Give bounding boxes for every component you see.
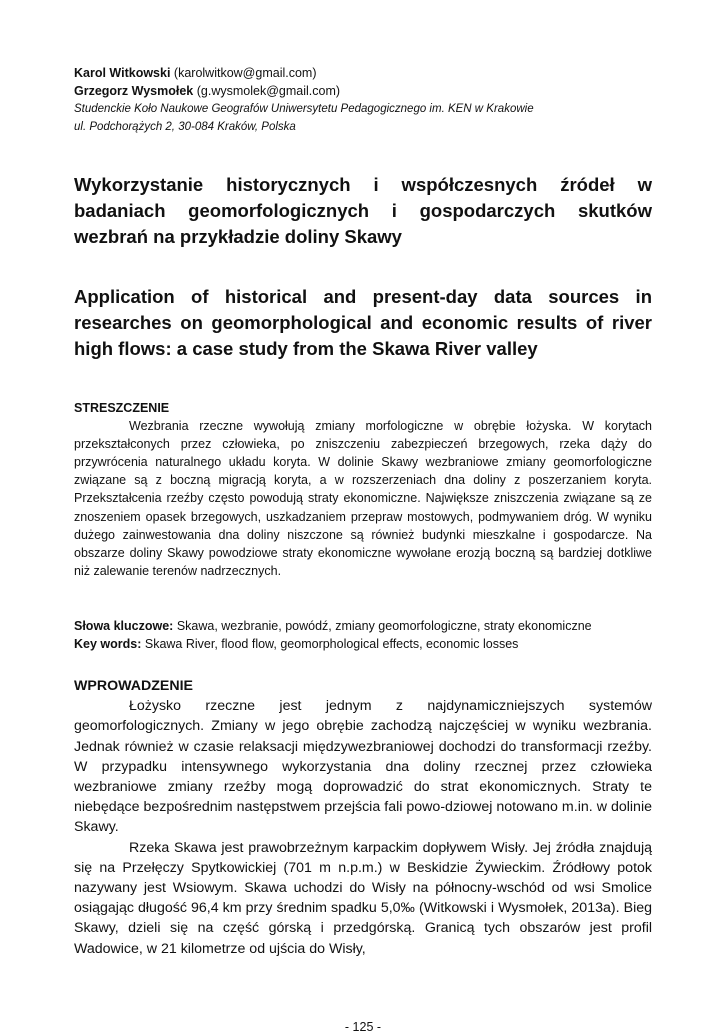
address: ul. Podchorążych 2, 30-084 Kraków, Polska bbox=[74, 121, 296, 133]
abstract-text: Wezbrania rzeczne wywołują zmiany morfologiczne w obrębie łożyska. W korytach przekształconych przez człowieka, po zniszczeniu zabezpieczeń brzegowych, rzeka dąży do przywrócenia naturalnego układu koryta. W dolinie Skawy wezbraniowe zmiany geomorfologiczne związane są z boczną migracją koryta, a w rozszerzeniach dna doliny z poszerzaniem koryta. Przekształcenia rzeźby często powodują straty ekonomiczne. Największe zniszczenia związane są ze znoszeniem opasek brzegowych, uszkadzaniem przepraw mostowych, podmywaniem dróg. W wyniku dużego zainwestowania dna doliny niszczone są również budynki mieszkalne i gospodarcze. Na obszarze doliny Skawy powodziowe straty ekonomiczne wywołane erozją boczną są bardziej dotkliwe niż zalewanie terenów nadrzecznych. bbox=[74, 419, 652, 578]
introduction-section bbox=[74, 676, 652, 959]
title-english: Application of historical and present-day data sources in researches on geomorphological and economic results of river high flows: a case study from the Skawa River valley bbox=[74, 286, 652, 359]
keywords-english bbox=[74, 635, 652, 653]
keywords-text: Skawa River, flood flow, geomorphological effects, economic losses bbox=[141, 637, 519, 651]
author-email: (g.wysmolek@gmail.com) bbox=[196, 84, 341, 98]
page-number: - 125 - bbox=[344, 1020, 382, 1034]
paper-page bbox=[74, 64, 652, 1034]
introduction-paragraph-1: Łożysko rzeczne jest jednym z najdynamiczniejszych systemów geomorfologicznych. Zmiany w jego obrębie zachodzą najczęściej w wyniku wezbrania. Jednak również w czasie relaksacji międzywezbraniowej dochodzi do transformacji rzeźby. W przypadku intensywnego wykorzystania dna doliny rzecznej przez człowieka wezbraniowe zmiany rzeźby mogą doprowadzić do strat ekonomicznych. Straty te niebędące bezpośrednim następstwem przejścia fali powo-dziowej notowano m.in. w dolinie Skawy. bbox=[74, 698, 652, 836]
keywords-label: Słowa kluczowe: bbox=[74, 619, 174, 633]
affiliation: Studenckie Koło Naukowe Geografów Uniwersytetu Pedagogicznego im. KEN w Krakowie bbox=[74, 103, 534, 115]
title-polish: Wykorzystanie historycznych i współczesnych źródeł w badaniach geomorfologicznych i gospodarczych skutków wezbrań na przykładzie doliny Skawy bbox=[74, 174, 652, 247]
keywords-section bbox=[74, 617, 652, 653]
abstract-heading: STRESZCZENIE bbox=[74, 401, 170, 415]
keywords-text: Skawa, wezbranie, powódź, zmiany geomorfologiczne, straty ekonomiczne bbox=[173, 619, 592, 633]
introduction-heading: WPROWADZENIE bbox=[74, 678, 194, 694]
author-2 bbox=[74, 82, 652, 100]
author-1 bbox=[74, 64, 652, 82]
author-email: (karolwitkow@gmail.com) bbox=[173, 66, 317, 80]
keywords-label: Key words: bbox=[74, 637, 142, 651]
keywords-polish bbox=[74, 617, 652, 635]
author-block bbox=[74, 64, 652, 136]
author-name: Grzegorz Wysmołek bbox=[74, 84, 194, 98]
abstract-section bbox=[74, 399, 652, 580]
introduction-paragraph-2: Rzeka Skawa jest prawobrzeżnym karpackim dopływem Wisły. Jej źródła znajdują się na Przełęczy Spytkowickiej (701 m n.p.m.) w Beskidzie Żywieckim. Źródłowy potok nazywany jest Wsiowym. Skawa uchodzi do Wisły na północny-wschód od wsi Smolice osiągając długość 96,4 km przy średnim spadku 5,0‰ (Witkowski i Wysmołek, 2013a). Bieg Skawy, dzieli się na część górską i przedgórską. Granicą tych obszarów jest profil Wadowice, w 21 kilometrze od ujścia do Wisły, bbox=[74, 839, 652, 957]
author-name: Karol Witkowski bbox=[74, 66, 171, 80]
